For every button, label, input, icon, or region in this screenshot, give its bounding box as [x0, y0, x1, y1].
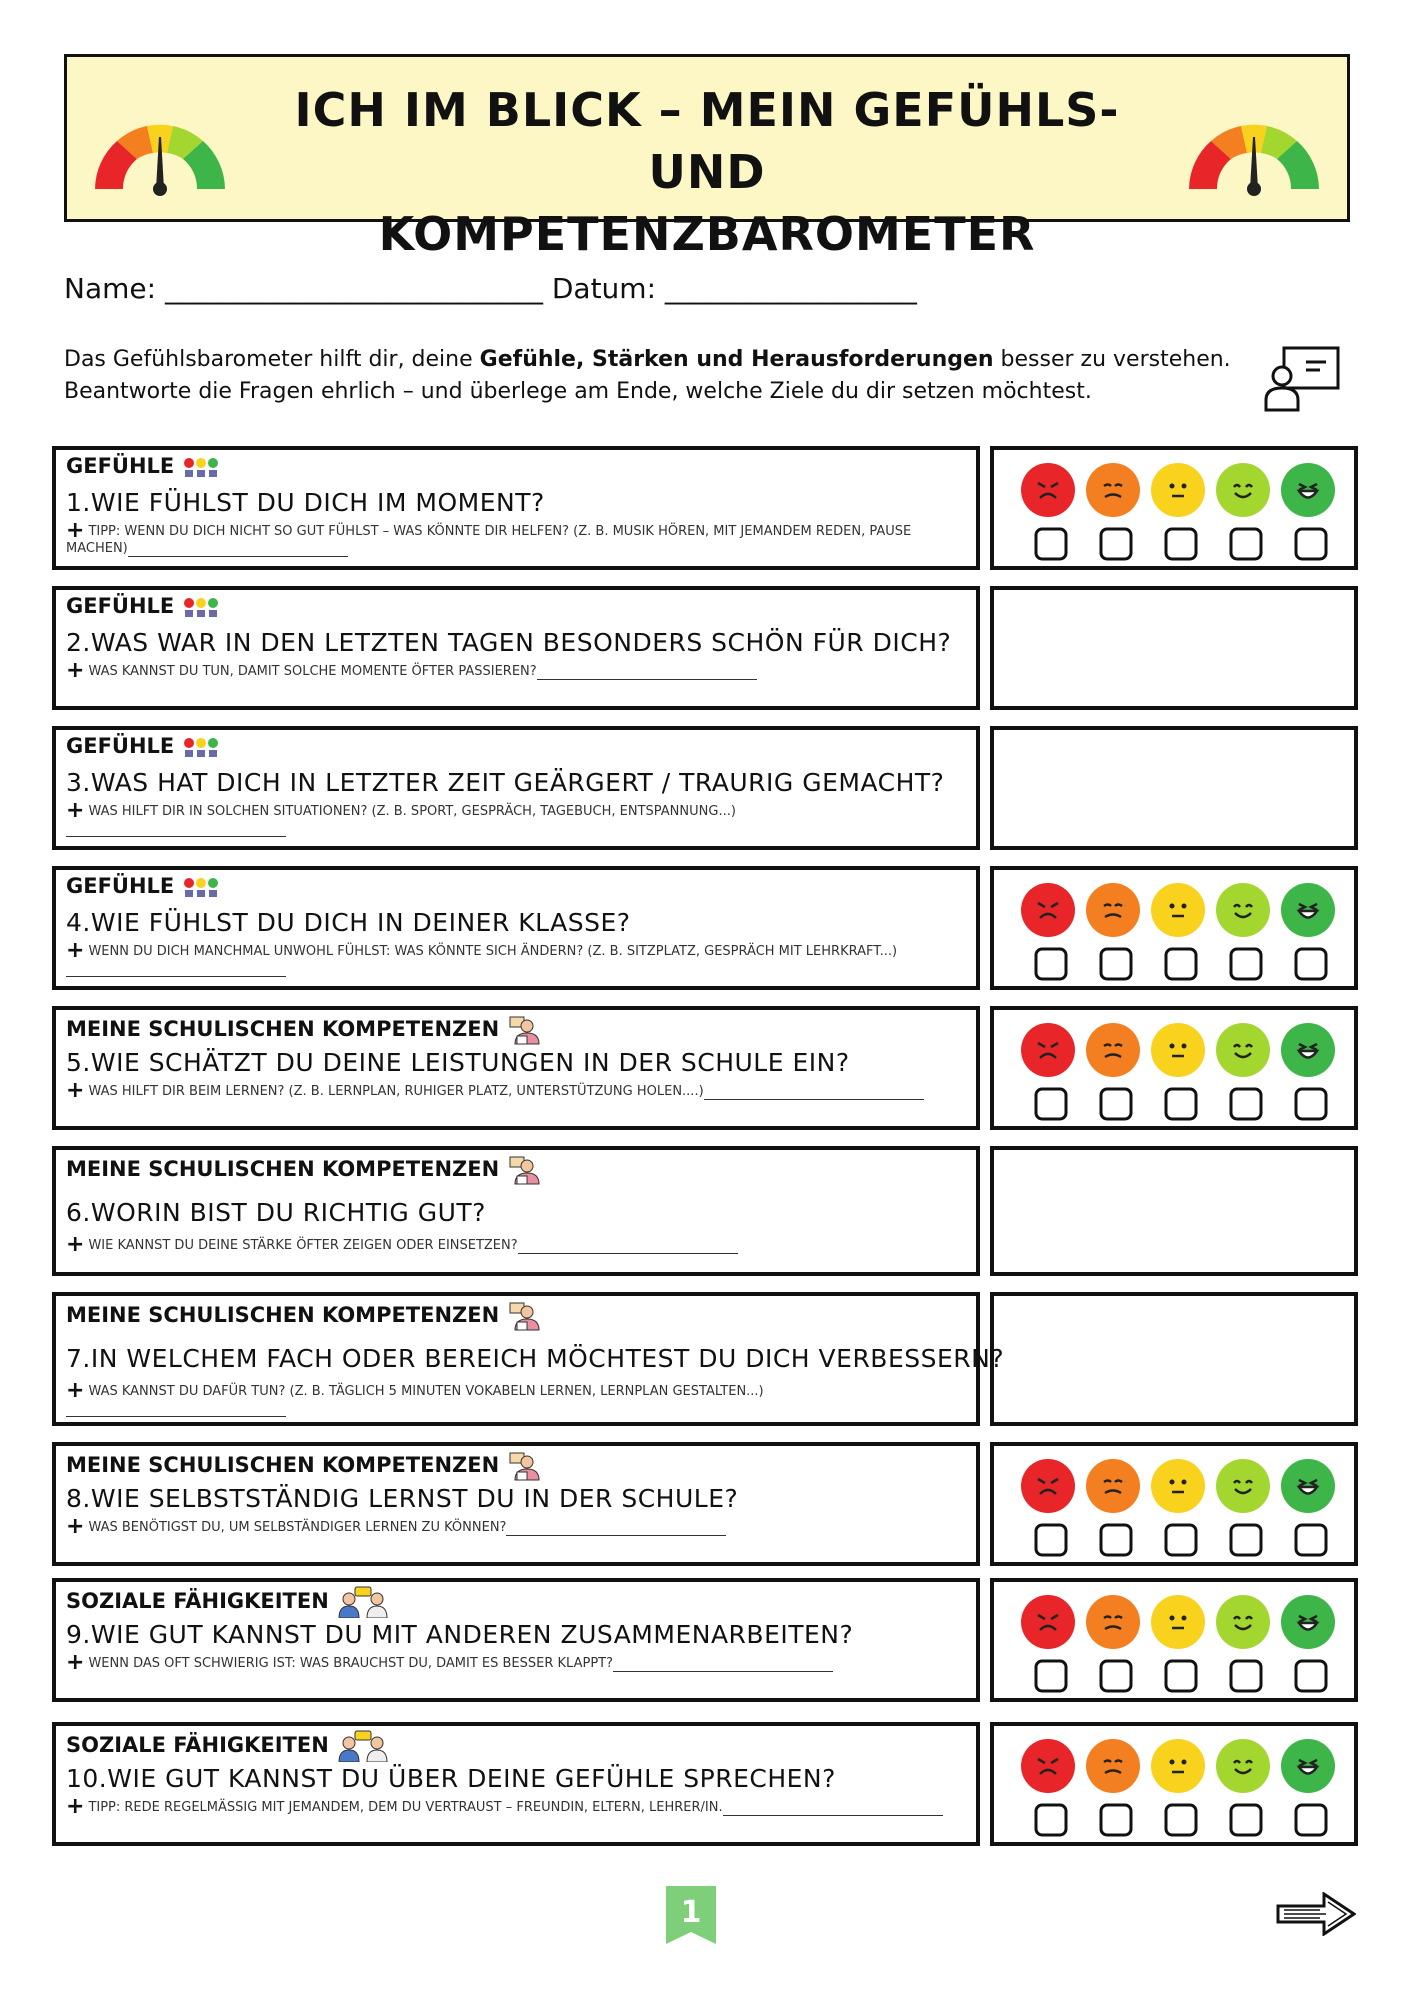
category-label [66, 1730, 389, 1762]
plus-icon: + [66, 1514, 85, 1539]
intro-part-2: besser zu verstehen. Beantworte die Fragen ehrlich – und überlege am Ende, welche Ziele du dir setzen möchtest. [64, 347, 1231, 404]
rating-checkbox-3[interactable] [1166, 1661, 1196, 1691]
rating-checkbox-2[interactable] [1101, 529, 1131, 559]
question-text: 10.WIE GUT KANNST DU ÜBER DEINE GEFÜHLE SPRECHEN? [66, 1764, 836, 1793]
question-text: 5.WIE SCHÄTZT DU DEINE LEISTUNGEN IN DER SCHULE EIN? [66, 1048, 850, 1077]
question-text: 6.WORIN BIST DU RICHTIG GUT? [66, 1198, 486, 1227]
traffic-light-faces-icon [182, 736, 220, 758]
sad-face-icon [1086, 883, 1140, 937]
sad-face-icon [1086, 1023, 1140, 1077]
tip-text [66, 938, 946, 977]
question-text: 8.WIE SELBSTSTÄNDIG LERNST DU IN DER SCHULE? [66, 1484, 739, 1513]
answer-line[interactable] [537, 665, 757, 680]
neutral-face-icon [1151, 883, 1205, 937]
name-date-line [64, 272, 917, 305]
traffic-light-faces-icon [182, 596, 220, 618]
answer-line[interactable] [613, 1657, 833, 1672]
sad-face-icon [1086, 1459, 1140, 1513]
plus-icon: + [66, 1650, 85, 1675]
page-number-badge [666, 1886, 716, 1944]
rating-faces [1020, 462, 1336, 518]
tip-content: WENN DU DICH MANCHMAL UNWOHL FÜHLST: WAS KÖNNTE SICH ÄNDERN? (Z. B. SITZPLATZ, GESPRÄCH MIT LEHRKRAFT...) [88, 944, 898, 959]
very-happy-face-icon [1281, 1739, 1335, 1793]
tip-content: WAS BENÖTIGST DU, UM SELBSTÄNDIGER LERNEN ZU KÖNNEN? [88, 1520, 507, 1535]
question-box-6 [52, 1146, 980, 1276]
category-text: MEINE SCHULISCHEN KOMPETENZEN [66, 1017, 500, 1041]
happy-face-icon [1216, 883, 1270, 937]
category-label [66, 1586, 389, 1618]
tip-content: WAS HILFT DIR IN SOLCHEN SITUATIONEN? (Z. B. SPORT, GESPRÄCH, TAGEBUCH, ENTSPANNUNG...) [88, 804, 736, 819]
tip-text [66, 1232, 946, 1257]
tip-content: WAS HILFT DIR BEIM LERNEN? (Z. B. LERNPLAN, RUHIGER PLATZ, UNTERSTÜTZUNG HOLEN....) [88, 1084, 704, 1099]
rating-checkbox-5[interactable] [1296, 529, 1326, 559]
tip-content: WIE KANNST DU DEINE STÄRKE ÖFTER ZEIGEN ODER EINSETZEN? [88, 1238, 518, 1253]
rating-checkbox-4[interactable] [1231, 1089, 1261, 1119]
date-label: Datum: [551, 272, 657, 305]
rating-checkboxes [1032, 1522, 1332, 1558]
category-text: MEINE SCHULISCHEN KOMPETENZEN [66, 1453, 500, 1477]
rating-checkbox-1[interactable] [1036, 1089, 1066, 1119]
rating-checkbox-1[interactable] [1036, 1661, 1066, 1691]
neutral-face-icon [1151, 1023, 1205, 1077]
rating-checkbox-5[interactable] [1296, 1089, 1326, 1119]
rating-box-9 [990, 1578, 1358, 1702]
rating-checkbox-2[interactable] [1101, 1089, 1131, 1119]
question-box-2 [52, 586, 980, 710]
rating-checkboxes [1032, 526, 1332, 562]
rating-checkbox-1[interactable] [1036, 1525, 1066, 1555]
name-label: Name: [64, 272, 157, 305]
plus-icon: + [66, 518, 85, 543]
rating-box-2[interactable] [990, 586, 1358, 710]
plus-icon: + [66, 798, 85, 823]
answer-line[interactable] [128, 542, 348, 557]
happy-face-icon [1216, 1023, 1270, 1077]
question-box-5 [52, 1006, 980, 1130]
angry-face-icon [1021, 1739, 1075, 1793]
tip-text [66, 1514, 946, 1539]
happy-face-icon [1216, 1459, 1270, 1513]
happy-face-icon [1216, 463, 1270, 517]
tip-content: WENN DAS OFT SCHWIERIG IST: WAS BRAUCHST DU, DAMIT ES BESSER KLAPPT? [88, 1656, 614, 1671]
intro-text [64, 344, 1274, 408]
teacher-whiteboard-icon [1262, 344, 1342, 414]
tip-content: WAS KANNST DU TUN, DAMIT SOLCHE MOMENTE ÖFTER PASSIEREN? [88, 664, 537, 679]
neutral-face-icon [1151, 1739, 1205, 1793]
answer-line[interactable] [506, 1521, 726, 1536]
page-title [247, 79, 1167, 265]
rating-box-4 [990, 866, 1358, 990]
rating-checkbox-3[interactable] [1166, 529, 1196, 559]
traffic-light-faces-icon [182, 456, 220, 478]
rating-checkbox-2[interactable] [1101, 1661, 1131, 1691]
question-text: 4.WIE FÜHLST DU DICH IN DEINER KLASSE? [66, 908, 631, 937]
plus-icon: + [66, 938, 85, 963]
tip-content: TIPP: REDE REGELMÄSSIG MIT JEMANDEM, DEM DU VERTRAUST – FREUNDIN, ELTERN, LEHRER/IN. [88, 1800, 723, 1815]
traffic-light-faces-icon [182, 876, 220, 898]
rating-checkbox-1[interactable] [1036, 1805, 1066, 1835]
category-text: GEFÜHLE [66, 734, 175, 758]
very-happy-face-icon [1281, 883, 1335, 937]
question-box-4 [52, 866, 980, 990]
question-text: 2.WAS WAR IN DEN LETZTEN TAGEN BESONDERS SCHÖN FÜR DICH? [66, 628, 952, 657]
answer-line[interactable] [66, 962, 286, 977]
sad-face-icon [1086, 1595, 1140, 1649]
category-text: SOZIALE FÄHIGKEITEN [66, 1589, 329, 1613]
category-label [66, 1154, 541, 1186]
category-label [66, 1300, 541, 1332]
question-text: 1.WIE FÜHLST DU DICH IM MOMENT? [66, 488, 545, 517]
category-text: SOZIALE FÄHIGKEITEN [66, 1733, 329, 1757]
rating-checkbox-2[interactable] [1101, 1525, 1131, 1555]
plus-icon: + [66, 658, 85, 683]
neutral-face-icon [1151, 463, 1205, 517]
question-box-9 [52, 1578, 980, 1702]
answer-line[interactable] [518, 1239, 738, 1254]
plus-icon: + [66, 1232, 85, 1257]
rating-checkbox-4[interactable] [1231, 949, 1261, 979]
tip-text [66, 798, 946, 837]
category-text: GEFÜHLE [66, 594, 175, 618]
people-talking-icon [337, 1586, 389, 1618]
plus-icon: + [66, 1794, 85, 1819]
neutral-face-icon [1151, 1459, 1205, 1513]
neutral-face-icon [1151, 1595, 1205, 1649]
plus-icon: + [66, 1078, 85, 1103]
rating-checkboxes [1032, 1086, 1332, 1122]
tip-text [66, 1078, 946, 1103]
student-learning-icon [507, 1450, 541, 1482]
question-box-3 [52, 726, 980, 850]
tip-text [66, 1650, 946, 1675]
rating-checkbox-5[interactable] [1296, 949, 1326, 979]
answer-line[interactable] [66, 1402, 286, 1417]
tip-text [66, 518, 946, 557]
rating-checkbox-4[interactable] [1231, 1525, 1261, 1555]
intro-bold: Gefühle, Stärken und Herausforderungen [479, 347, 994, 372]
rating-checkbox-4[interactable] [1231, 1805, 1261, 1835]
tip-text [66, 1794, 946, 1819]
rating-box-10 [990, 1722, 1358, 1846]
people-talking-icon [337, 1730, 389, 1762]
page-number: 1 [680, 1895, 702, 1930]
very-happy-face-icon [1281, 1595, 1335, 1649]
tip-content: WAS KANNST DU DAFÜR TUN? (Z. B. TÄGLICH 5 MINUTEN VOKABELN LERNEN, LERNPLAN GESTALTEN...) [88, 1384, 764, 1399]
category-label [66, 1014, 541, 1046]
rating-box-3[interactable] [990, 726, 1358, 850]
answer-line[interactable] [723, 1801, 943, 1816]
title-line-2: KOMPETENZBAROMETER [378, 207, 1036, 261]
very-happy-face-icon [1281, 463, 1335, 517]
rating-checkbox-2[interactable] [1101, 1805, 1131, 1835]
rating-box-5 [990, 1006, 1358, 1130]
angry-face-icon [1021, 1595, 1075, 1649]
intro-part-1: Das Gefühlsbarometer hilft dir, deine [64, 347, 480, 372]
rating-box-6[interactable] [990, 1146, 1358, 1276]
title-line-1: ICH IM BLICK – MEIN GEFÜHLS- UND [294, 83, 1120, 199]
angry-face-icon [1021, 883, 1075, 937]
arrow-right-icon[interactable] [1276, 1892, 1356, 1936]
angry-face-icon [1021, 463, 1075, 517]
tip-text [66, 658, 946, 683]
category-text: GEFÜHLE [66, 874, 175, 898]
rating-checkbox-3[interactable] [1166, 1525, 1196, 1555]
rating-box-7[interactable] [990, 1292, 1358, 1426]
rating-faces [1020, 882, 1336, 938]
question-box-8 [52, 1442, 980, 1566]
category-label [66, 454, 220, 478]
rating-box-1 [990, 446, 1358, 570]
student-learning-icon [507, 1014, 541, 1046]
tip-content: TIPP: WENN DU DICH NICHT SO GUT FÜHLST – WAS KÖNNTE DIR HELFEN? (Z. B. MUSIK HÖREN, MIT JEMANDEM REDEN, PAUSE MACHEN) [66, 524, 912, 556]
question-text: 7.IN WELCHEM FACH ODER BEREICH MÖCHTEST DU DICH VERBESSERN? [66, 1344, 1005, 1373]
student-learning-icon [507, 1154, 541, 1186]
question-box-1 [52, 446, 980, 570]
rating-checkbox-1[interactable] [1036, 529, 1066, 559]
rating-checkbox-1[interactable] [1036, 949, 1066, 979]
rating-faces [1020, 1738, 1336, 1794]
rating-checkboxes [1032, 1802, 1332, 1838]
question-box-10 [52, 1722, 980, 1846]
rating-checkbox-5[interactable] [1296, 1805, 1326, 1835]
rating-checkbox-3[interactable] [1166, 1805, 1196, 1835]
sad-face-icon [1086, 463, 1140, 517]
plus-icon: + [66, 1378, 85, 1403]
happy-face-icon [1216, 1739, 1270, 1793]
sad-face-icon [1086, 1739, 1140, 1793]
category-text: MEINE SCHULISCHEN KOMPETENZEN [66, 1157, 500, 1181]
category-label [66, 594, 220, 618]
rating-faces [1020, 1594, 1336, 1650]
rating-checkbox-4[interactable] [1231, 1661, 1261, 1691]
student-learning-icon [507, 1300, 541, 1332]
angry-face-icon [1021, 1023, 1075, 1077]
category-label [66, 874, 220, 898]
rating-checkbox-3[interactable] [1166, 949, 1196, 979]
happy-face-icon [1216, 1595, 1270, 1649]
question-text: 9.WIE GUT KANNST DU MIT ANDEREN ZUSAMMENARBEITEN? [66, 1620, 854, 1649]
rating-checkbox-2[interactable] [1101, 949, 1131, 979]
answer-line[interactable] [704, 1085, 924, 1100]
angry-face-icon [1021, 1459, 1075, 1513]
category-label [66, 734, 220, 758]
category-text: MEINE SCHULISCHEN KOMPETENZEN [66, 1303, 500, 1327]
category-text: GEFÜHLE [66, 454, 175, 478]
tip-text [66, 1378, 946, 1417]
very-happy-face-icon [1281, 1023, 1335, 1077]
very-happy-face-icon [1281, 1459, 1335, 1513]
barometer-icon [85, 99, 235, 199]
date-field[interactable]: __________________ [664, 272, 917, 305]
rating-checkboxes [1032, 946, 1332, 982]
answer-line[interactable] [66, 822, 286, 837]
barometer-icon [1179, 99, 1329, 199]
rating-faces [1020, 1022, 1336, 1078]
rating-faces [1020, 1458, 1336, 1514]
rating-checkbox-5[interactable] [1296, 1525, 1326, 1555]
category-label [66, 1450, 541, 1482]
rating-checkboxes [1032, 1658, 1332, 1694]
rating-checkbox-5[interactable] [1296, 1661, 1326, 1691]
rating-box-8 [990, 1442, 1358, 1566]
rating-checkbox-4[interactable] [1231, 529, 1261, 559]
rating-checkbox-3[interactable] [1166, 1089, 1196, 1119]
name-field[interactable]: ___________________________ [164, 272, 543, 305]
title-banner [64, 54, 1350, 261]
question-text: 3.WAS HAT DICH IN LETZTER ZEIT GEÄRGERT / TRAURIG GEMACHT? [66, 768, 945, 797]
question-box-7 [52, 1292, 1005, 1426]
